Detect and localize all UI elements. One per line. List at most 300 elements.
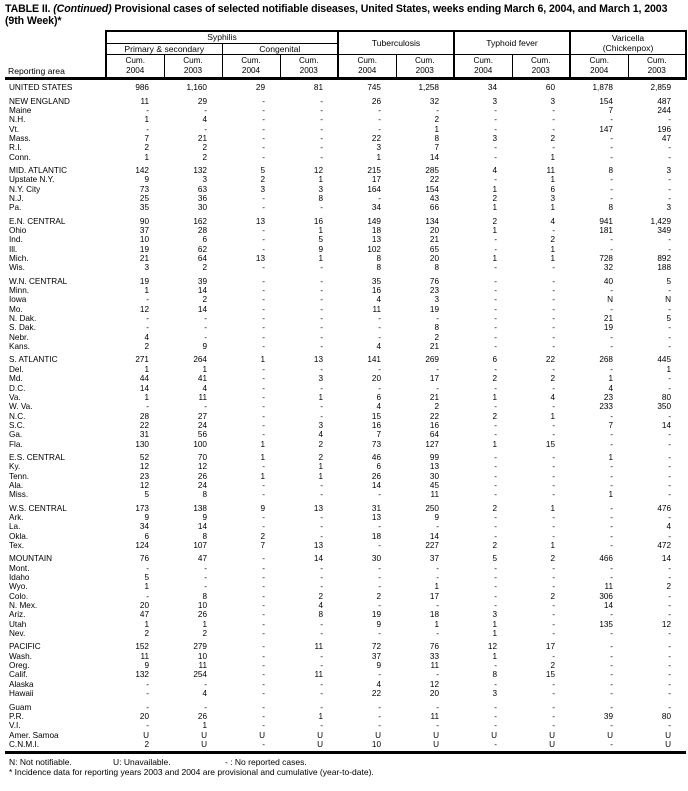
value-cell: 134 <box>425 216 439 226</box>
value-cell: - <box>610 512 613 522</box>
value-cell: - <box>552 452 555 462</box>
reporting-area-cell: MOUNTAIN <box>9 554 53 564</box>
value-cell: 30 <box>429 471 439 481</box>
value-cell: - <box>146 702 149 712</box>
value-cell: - <box>436 522 439 532</box>
value-cell: 10 <box>197 601 207 611</box>
value-cell: 6 <box>376 462 381 472</box>
value-cell: 16 <box>371 420 381 430</box>
value-cell: - <box>610 115 613 125</box>
value-cell: - <box>378 522 381 532</box>
value-cell: 11 <box>430 661 439 671</box>
value-cell: - <box>610 332 613 342</box>
value-cell: - <box>320 661 323 671</box>
value-cell: 13 <box>313 503 323 513</box>
value-cell: 4 <box>492 165 497 175</box>
value-cell: 8 <box>376 254 381 264</box>
value-cell: - <box>262 152 265 162</box>
value-cell: 2 <box>434 332 439 342</box>
reporting-area-cell: NEW ENGLAND <box>9 96 70 106</box>
value-cell: - <box>262 383 265 393</box>
table-row <box>5 263 686 272</box>
value-cell: 5 <box>666 314 672 324</box>
value-cell: 1 <box>492 226 497 235</box>
table-title-text: Provisional cases of selected notifiable diseases, United States, weeks ending March 6, 2004, and March 1, 2003 <box>111 3 668 15</box>
value-cell: - <box>262 143 265 153</box>
value-cell: 4 <box>202 115 207 125</box>
value-cell: 24 <box>197 420 207 430</box>
value-cell: 15 <box>545 439 555 449</box>
table-row <box>5 235 686 244</box>
value-cell: 2 <box>260 531 265 541</box>
reporting-area-cell: Tenn. <box>9 471 30 481</box>
value-cell: 306 <box>599 591 613 601</box>
cum-header-row <box>5 55 686 79</box>
table-row <box>5 541 686 550</box>
value-cell: - <box>610 133 613 143</box>
value-cell: 1 <box>260 439 265 449</box>
value-cell: - <box>494 480 497 490</box>
value-cell: 63 <box>197 184 207 194</box>
value-cell: 26 <box>197 711 207 721</box>
value-cell: - <box>668 512 672 522</box>
value-cell: 349 <box>657 226 672 235</box>
value-cell: 12 <box>139 462 149 472</box>
value-cell: - <box>610 610 613 620</box>
value-cell: 15 <box>371 411 381 421</box>
reporting-area-cell: C.N.M.I. <box>9 739 40 749</box>
table-row <box>5 277 686 286</box>
col-header-cum-2003-5: Cum. 2003 <box>396 55 454 79</box>
value-cell: - <box>610 670 613 680</box>
value-cell: 2 <box>666 582 672 592</box>
value-cell: - <box>378 702 381 712</box>
value-cell: - <box>552 480 555 490</box>
value-cell: - <box>494 452 497 462</box>
value-cell: 76 <box>429 642 439 652</box>
value-cell: - <box>320 323 323 333</box>
value-cell: - <box>610 304 613 314</box>
value-cell: - <box>378 670 381 680</box>
value-cell: - <box>262 739 265 749</box>
value-cell: - <box>262 702 265 712</box>
value-cell: - <box>262 554 265 564</box>
value-cell: 9 <box>144 512 149 522</box>
value-cell: - <box>552 512 555 522</box>
value-cell: 26 <box>371 96 381 106</box>
value-cell: - <box>262 711 265 721</box>
value-cell: 27 <box>197 411 207 421</box>
footnote-not-notifiable: N: Not notifiable. <box>9 757 72 768</box>
reporting-area-cell: Miss. <box>9 490 29 500</box>
group-header-tuberculosis: Tuberculosis <box>338 31 454 55</box>
value-cell: 3 <box>202 175 207 185</box>
value-cell: - <box>494 471 497 481</box>
value-cell: 14 <box>197 522 207 532</box>
reporting-area-cell: Nebr. <box>9 332 29 342</box>
value-cell: - <box>204 402 207 412</box>
reporting-area-cell: Pa. <box>9 203 22 213</box>
reporting-area-cell: Calif. <box>9 670 28 680</box>
value-cell: U <box>549 730 555 740</box>
value-cell: - <box>610 364 613 374</box>
value-cell: 2 <box>144 342 149 352</box>
value-cell: 65 <box>429 244 439 254</box>
value-cell: 12 <box>661 619 672 629</box>
value-cell: 22 <box>545 355 555 365</box>
value-cell: - <box>146 563 149 573</box>
value-cell: - <box>378 105 381 115</box>
value-cell: 9 <box>202 512 207 522</box>
value-cell: - <box>204 124 207 134</box>
value-cell: - <box>494 591 497 601</box>
value-cell: - <box>262 374 265 384</box>
value-cell: U <box>143 730 149 740</box>
value-cell: - <box>552 323 555 333</box>
col-header-cum-2003-9: Cum. 2003 <box>628 55 686 79</box>
value-cell: - <box>494 105 497 115</box>
table-row <box>5 254 686 263</box>
value-cell: 154 <box>425 184 439 194</box>
reporting-area-cell: Va. <box>9 392 21 402</box>
value-cell: - <box>320 702 323 712</box>
value-cell: 728 <box>599 254 613 264</box>
value-cell: U <box>665 730 672 740</box>
value-cell: 11 <box>198 661 207 671</box>
value-cell: 11 <box>314 670 323 680</box>
value-cell: 14 <box>429 531 439 541</box>
value-cell: 34 <box>139 522 149 532</box>
value-cell: 3 <box>550 193 555 203</box>
value-cell: - <box>668 452 672 462</box>
value-cell: 23 <box>139 471 149 481</box>
reporting-area-cell: PACIFIC <box>9 642 41 652</box>
value-cell: 1 <box>492 651 497 661</box>
table-row <box>5 721 686 730</box>
value-cell: 14 <box>139 383 149 393</box>
value-cell: 1 <box>492 184 497 194</box>
table-row <box>5 226 686 235</box>
value-cell: 18 <box>429 610 439 620</box>
value-cell: 64 <box>197 254 207 264</box>
value-cell: - <box>494 462 497 472</box>
value-cell: - <box>552 563 555 573</box>
value-cell: 1 <box>144 286 149 296</box>
value-cell: - <box>262 601 265 611</box>
value-cell: - <box>262 115 265 125</box>
value-cell: - <box>204 702 207 712</box>
value-cell: - <box>262 629 265 639</box>
table-row <box>5 680 686 689</box>
value-cell: - <box>320 295 323 305</box>
value-cell: 215 <box>367 165 381 175</box>
value-cell: 20 <box>139 601 149 611</box>
value-cell: - <box>262 402 265 412</box>
table-row <box>5 472 686 481</box>
value-cell: 1 <box>318 392 323 402</box>
reporting-area-cell: Okla. <box>9 531 29 541</box>
table-row <box>5 166 686 175</box>
value-cell: 3 <box>318 374 323 384</box>
value-cell: 8 <box>608 165 613 175</box>
value-cell: - <box>378 490 381 500</box>
value-cell: 3 <box>666 203 672 213</box>
value-cell: 22 <box>371 689 381 699</box>
value-cell: - <box>610 342 613 352</box>
value-cell: 188 <box>657 263 672 273</box>
value-cell: 37 <box>139 226 149 235</box>
value-cell: 264 <box>193 355 207 365</box>
value-cell: 47 <box>197 554 207 564</box>
value-cell: - <box>494 739 497 749</box>
value-cell: 3 <box>492 689 497 699</box>
value-cell: - <box>204 323 207 333</box>
col-header-cum-2004-0: Cum. 2004 <box>106 55 164 79</box>
value-cell: 2 <box>550 554 555 564</box>
value-cell: 11 <box>604 582 613 592</box>
value-cell: 3 <box>260 184 265 194</box>
value-cell: - <box>146 124 149 134</box>
value-cell: 181 <box>599 226 613 235</box>
value-cell: - <box>552 702 555 712</box>
value-cell: - <box>668 721 672 731</box>
table-row <box>5 125 686 134</box>
value-cell: - <box>320 582 323 592</box>
value-cell: - <box>146 314 149 324</box>
reporting-area-cell: Upstate N.Y. <box>9 175 55 185</box>
value-cell: - <box>494 124 497 134</box>
value-cell: 4 <box>550 392 555 402</box>
value-cell: 1 <box>202 364 207 374</box>
value-cell: 1 <box>608 490 613 500</box>
value-cell: 445 <box>657 355 672 365</box>
value-cell: - <box>494 244 497 254</box>
value-cell: 1 <box>202 721 207 731</box>
value-cell: 23 <box>603 392 613 402</box>
value-cell: - <box>552 522 555 532</box>
group-header-varicella <box>570 31 686 55</box>
table-row <box>5 365 686 374</box>
value-cell: - <box>494 152 497 162</box>
value-cell: - <box>610 642 613 652</box>
value-cell: 8 <box>434 263 439 273</box>
value-cell: 32 <box>603 263 613 273</box>
value-cell: - <box>146 679 149 689</box>
value-cell: 12 <box>429 679 439 689</box>
value-cell: - <box>668 610 672 620</box>
value-cell: 472 <box>657 541 672 550</box>
value-cell: 23 <box>429 286 439 296</box>
table-row <box>5 314 686 323</box>
value-cell: 8 <box>608 203 613 213</box>
reporting-area-cell: Fla. <box>9 439 23 449</box>
value-cell: 14 <box>429 152 439 162</box>
subgroup-header-congenital: Congenital <box>222 43 338 55</box>
value-cell: - <box>610 462 613 472</box>
value-cell: - <box>610 689 613 699</box>
value-cell: 7 <box>376 430 381 440</box>
value-cell: - <box>494 235 497 245</box>
table-row <box>5 513 686 522</box>
value-cell: 2 <box>550 133 555 143</box>
value-cell: 6 <box>144 531 149 541</box>
value-cell: - <box>552 295 555 305</box>
reporting-area-cell: Md. <box>9 374 23 384</box>
value-cell: 11 <box>140 651 149 661</box>
table-row <box>5 421 686 430</box>
value-cell: 10 <box>139 235 149 245</box>
value-cell: - <box>668 601 672 611</box>
reporting-area-cell: Ala. <box>9 480 24 490</box>
value-cell: 44 <box>139 374 149 384</box>
table-row <box>5 245 686 254</box>
table-row <box>5 97 686 106</box>
value-cell: - <box>436 314 439 324</box>
value-cell: - <box>494 383 497 393</box>
value-cell: - <box>146 689 149 699</box>
value-cell: 1 <box>376 152 381 162</box>
table-row <box>5 712 686 721</box>
value-cell: - <box>552 286 555 296</box>
value-cell: 2 <box>144 629 149 639</box>
value-cell: - <box>262 193 265 203</box>
value-cell: 16 <box>313 216 323 226</box>
value-cell: 2 <box>144 143 149 153</box>
value-cell: - <box>494 314 497 324</box>
value-cell: - <box>494 702 497 712</box>
value-cell: 3 <box>318 420 323 430</box>
value-cell: - <box>494 115 497 125</box>
reporting-area-cell: E.N. CENTRAL <box>9 216 66 226</box>
value-cell: 41 <box>197 374 207 384</box>
value-cell: 19 <box>139 244 149 254</box>
value-cell: 19 <box>371 610 381 620</box>
value-cell: - <box>320 203 323 213</box>
value-cell: 6 <box>202 235 207 245</box>
value-cell: 5 <box>260 165 265 175</box>
value-cell: - <box>378 193 381 203</box>
table-row <box>5 490 686 499</box>
value-cell: 173 <box>135 503 149 513</box>
value-cell: 268 <box>599 355 613 365</box>
value-cell: - <box>262 689 265 699</box>
value-cell: - <box>320 133 323 143</box>
value-cell: - <box>262 610 265 620</box>
value-cell: 132 <box>135 670 149 680</box>
value-cell: 2 <box>492 374 497 384</box>
value-cell: - <box>494 304 497 314</box>
value-cell: 149 <box>367 216 381 226</box>
value-cell: 2 <box>202 143 207 153</box>
value-cell: - <box>552 629 555 639</box>
table-header <box>5 31 686 79</box>
value-cell: 1 <box>434 619 439 629</box>
value-cell: - <box>668 323 672 333</box>
value-cell: - <box>262 679 265 689</box>
value-cell: - <box>668 411 672 421</box>
value-cell: 47 <box>661 133 672 143</box>
value-cell: 6 <box>492 355 497 365</box>
value-cell: - <box>262 96 265 106</box>
value-cell: 1 <box>550 254 555 264</box>
value-cell: 4 <box>202 383 207 393</box>
value-cell: - <box>668 235 672 245</box>
value-cell: 4 <box>202 689 207 699</box>
value-cell: U <box>433 739 439 749</box>
value-cell: 254 <box>193 670 207 680</box>
value-cell: 244 <box>657 105 672 115</box>
reporting-area-cell: La. <box>9 522 21 532</box>
value-cell: 2 <box>318 439 323 449</box>
value-cell: - <box>378 601 381 611</box>
value-cell: 2 <box>144 739 149 749</box>
table-row <box>5 295 686 304</box>
value-cell: - <box>494 175 497 185</box>
value-cell: 26 <box>197 610 207 620</box>
value-cell: 11 <box>198 392 207 402</box>
value-cell: 76 <box>139 554 149 564</box>
value-cell: 81 <box>313 83 323 93</box>
value-cell: 20 <box>429 254 439 264</box>
value-cell: 2 <box>318 452 323 462</box>
value-cell: - <box>436 629 439 639</box>
reporting-area-cell: N. Dak. <box>9 314 37 324</box>
reporting-area-cell: N. Mex. <box>9 601 38 611</box>
value-cell: 18 <box>371 226 381 235</box>
value-cell: 12 <box>487 642 497 652</box>
value-cell: 80 <box>661 392 672 402</box>
value-cell: - <box>262 411 265 421</box>
value-cell: 8 <box>434 323 439 333</box>
value-cell: 11 <box>430 711 439 721</box>
value-cell: - <box>668 304 672 314</box>
value-cell: - <box>494 679 497 689</box>
reporting-area-cell: Guam <box>9 702 32 712</box>
value-cell: 466 <box>599 554 613 564</box>
value-cell: 8 <box>202 591 207 601</box>
value-cell: 13 <box>429 462 439 472</box>
col-header-cum-2004-6: Cum. 2004 <box>454 55 512 79</box>
value-cell: - <box>262 512 265 522</box>
value-cell: 21 <box>429 235 439 245</box>
value-cell: 21 <box>603 314 613 324</box>
notifiable-diseases-table <box>5 30 687 749</box>
value-cell: - <box>552 610 555 620</box>
value-cell: - <box>668 374 672 384</box>
table-row <box>5 217 686 226</box>
value-cell: 29 <box>197 96 207 106</box>
value-cell: U <box>317 739 323 749</box>
value-cell: - <box>610 175 613 185</box>
reporting-area-cell: Mo. <box>9 304 23 314</box>
value-cell: 14 <box>197 286 207 296</box>
value-cell: - <box>668 471 672 481</box>
table-title-line1 <box>5 4 686 16</box>
value-cell: 13 <box>371 512 381 522</box>
value-cell: 22 <box>139 420 149 430</box>
value-cell: 5 <box>666 276 672 286</box>
value-cell: - <box>668 115 672 125</box>
value-cell: - <box>262 226 265 235</box>
table-row <box>5 582 686 591</box>
value-cell: 3 <box>144 263 149 273</box>
value-cell: - <box>204 105 207 115</box>
value-cell: 3 <box>492 610 497 620</box>
value-cell: - <box>204 679 207 689</box>
value-cell: - <box>494 143 497 153</box>
value-cell: 1 <box>260 471 265 481</box>
value-cell: - <box>668 679 672 689</box>
